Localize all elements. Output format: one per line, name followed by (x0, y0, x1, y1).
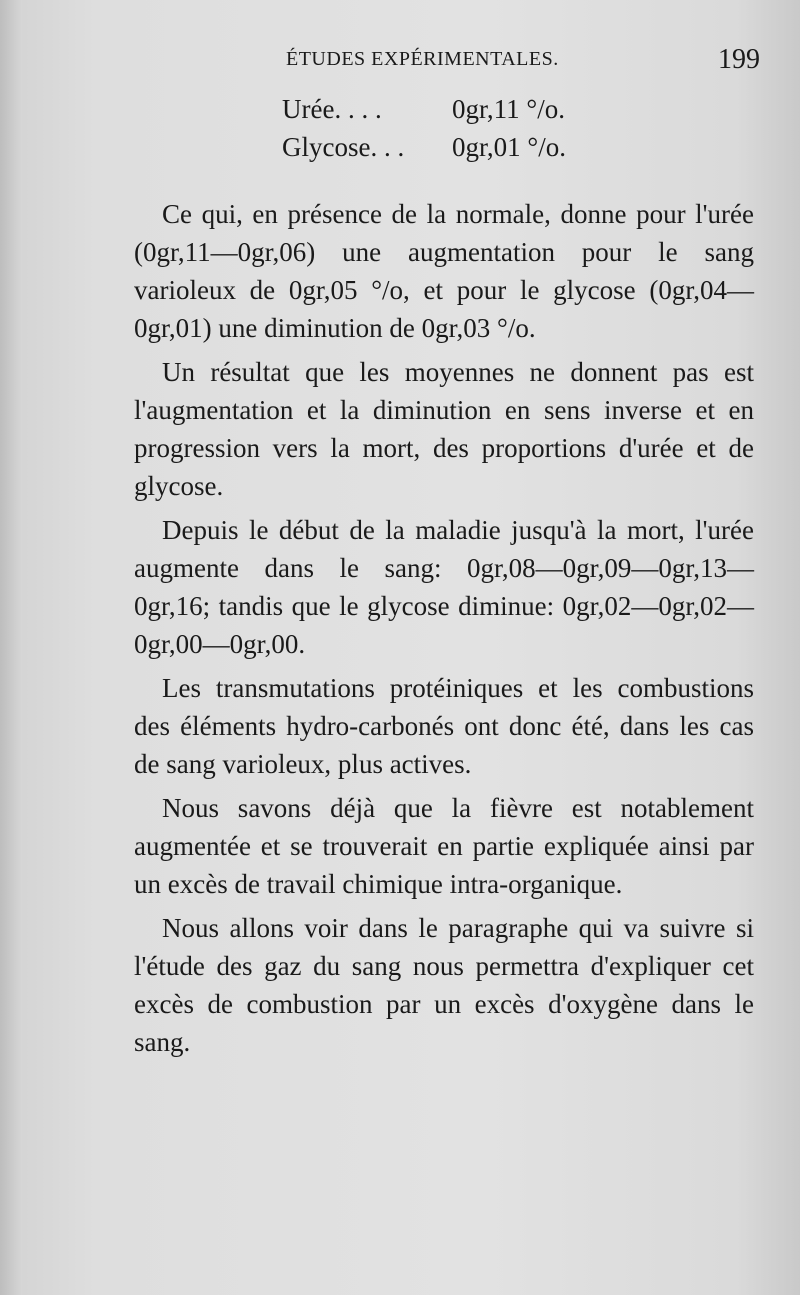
paragraph-5: Nous savons déjà que la fièvre est notablement augmentée et se trouverait en partie expliquée ainsi par un excès de travail chimique intra-organique. (134, 793, 754, 899)
page-header (250, 44, 770, 80)
result-amount: 0gr,01 °/o. (452, 132, 566, 162)
page-spine-shadow (0, 0, 22, 1295)
paragraph-4: Les transmutations protéiniques et les combustions des éléments hydro-carbonés ont donc été, dans les cas de sang varioleux, plus actives. (134, 673, 754, 779)
paragraph-6: Nous allons voir dans le paragraphe qui va suivre si l'étude des gaz du sang nous permettra d'expliquer cet excès de combustion par un excès d'oxygène dans le sang. (134, 913, 754, 1057)
result-row-glycose (282, 128, 566, 166)
running-head: ÉTUDES EXPÉRIMENTALES. (286, 48, 559, 70)
result-label: Glycose. . . (282, 132, 405, 162)
results-list (282, 90, 566, 166)
result-label: Urée. . . . (282, 94, 382, 124)
page-number: 199 (718, 44, 760, 75)
result-row-uree (282, 90, 566, 128)
paragraph-3: Depuis le début de la maladie jusqu'à la mort, l'urée augmente dans le sang: 0gr,08—0gr,09—0gr,13—0gr,16; tandis que le glycose diminue: 0gr,02—0gr,02—0gr,00—0gr,00. (134, 515, 754, 659)
body-text (134, 195, 754, 1067)
paragraph-2: Un résultat que les moyennes ne donnent pas est l'augmentation et la diminution en sens inverse et en progression vers la mort, des proportions d'urée et de glycose. (134, 357, 754, 501)
paragraph-1: Ce qui, en présence de la normale, donne pour l'urée (0gr,11—0gr,06) une augmentation pour le sang varioleux de 0gr,05 °/o, et pour le glycose (0gr,04—0gr,01) une diminution de 0gr,03 °/o. (134, 199, 754, 343)
result-amount: 0gr,11 °/o. (452, 94, 565, 124)
